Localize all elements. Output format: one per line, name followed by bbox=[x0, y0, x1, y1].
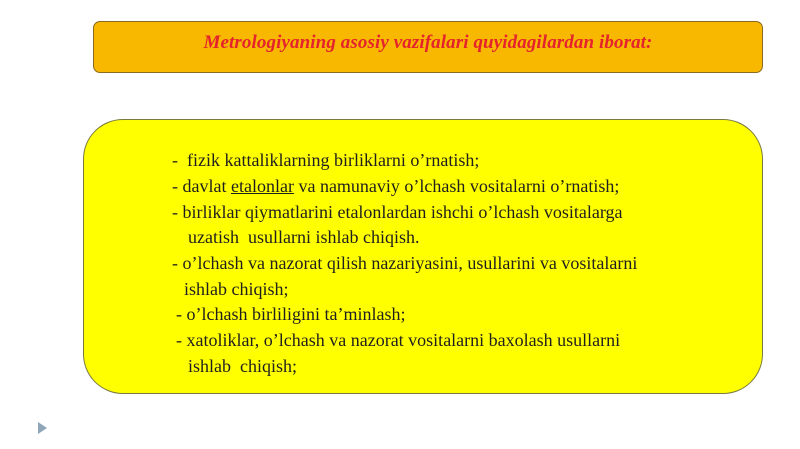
task-line: - o’lchash va nazorat qilish nazariyasini, usullarini va vositalarni bbox=[172, 253, 638, 273]
task-line: - o’lchash birliligini ta’minlash; bbox=[176, 304, 406, 324]
task-line-continuation: uzatish usullarni ishlab chiqish. bbox=[188, 227, 420, 247]
etalonlar-term: etalonlar bbox=[230, 176, 294, 196]
play-arrow-icon[interactable] bbox=[38, 422, 47, 434]
task-line-prefix: - davlat bbox=[172, 176, 231, 196]
task-line bbox=[172, 176, 619, 196]
slide-title: Metrologiyaning asosiy vazifalari quyidagilardan iborat: bbox=[203, 32, 653, 53]
task-line: - fizik kattaliklarning birliklarni o’rnatish; bbox=[172, 150, 480, 170]
title-banner bbox=[93, 21, 763, 73]
task-line: - birliklar qiymatlarini etalonlardan ishchi o’lchash vositalarga bbox=[172, 202, 623, 222]
task-line-continuation: ishlab chiqish; bbox=[184, 279, 289, 299]
task-line-continuation: ishlab chiqish; bbox=[188, 356, 297, 376]
tasks-panel bbox=[83, 119, 763, 394]
task-line: - xatoliklar, o’lchash va nazorat vositalarni baxolash usullarni bbox=[176, 330, 621, 350]
task-line-suffix: va namunaviy o’lchash vositalarni o’rnatish; bbox=[293, 176, 620, 196]
